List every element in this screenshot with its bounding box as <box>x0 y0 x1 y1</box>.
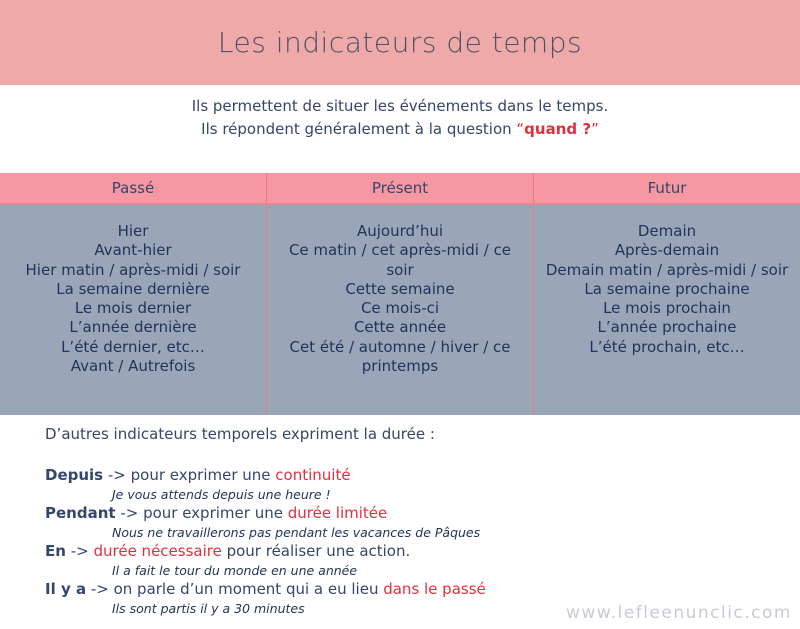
list-item: La semaine prochaine <box>584 279 750 298</box>
list-item: Le mois dernier <box>74 299 192 318</box>
list-item: Hier <box>117 222 149 240</box>
column-present <box>266 173 533 415</box>
column-future <box>533 173 800 415</box>
example-sentence: Ils sont partis il y a 30 minutes <box>112 601 305 616</box>
entry-text: -> pour exprimer une <box>115 504 288 522</box>
entry-highlight: durée nécessaire <box>93 542 222 560</box>
keyword: Depuis <box>45 466 104 484</box>
intro-line-2-prefix: Ils répondent généralement à la question <box>201 120 517 138</box>
page-title: Les indicateurs de temps <box>217 26 583 59</box>
column-body-past <box>0 205 266 415</box>
entry-highlight: dans le passé <box>383 580 486 598</box>
list-item: L’été dernier, etc… <box>61 337 205 356</box>
list-item: L’année dernière <box>69 318 197 337</box>
column-body-future <box>534 205 800 415</box>
duration-entry <box>45 542 785 580</box>
list-item: L’été prochain, etc… <box>589 337 745 356</box>
intro <box>0 95 800 141</box>
quote-open: “ <box>516 120 525 138</box>
column-header-future: Futur <box>534 173 800 205</box>
duration-lead: D’autres indicateurs temporels expriment la durée : <box>45 425 435 443</box>
list-item: Avant / Autrefois <box>70 357 196 376</box>
site-watermark: www.lefleenunclic.com <box>565 603 792 623</box>
quote-close: ” <box>591 120 599 138</box>
list-item: L’année prochaine <box>597 318 737 337</box>
list-item: Cette semaine <box>345 279 455 298</box>
entry-highlight: durée limitée <box>287 504 388 522</box>
keyword: Pendant <box>45 504 116 522</box>
entry-text: -> <box>65 542 94 560</box>
list-item: Hier matin / après-midi / soir <box>25 260 241 279</box>
list-item: Demain <box>637 222 697 240</box>
duration-entry-line <box>45 466 785 485</box>
list-item: La semaine dernière <box>56 279 210 298</box>
title-band <box>0 0 800 85</box>
keyword: En <box>45 542 66 560</box>
example-sentence: Il a fait le tour du monde en une année <box>112 563 358 578</box>
example-sentence: Nous ne travaillerons pas pendant les vacances de Pâques <box>112 525 481 540</box>
entry-highlight: continuité <box>275 466 351 484</box>
list-item: Après-demain <box>614 241 720 260</box>
intro-line-2 <box>0 118 800 141</box>
entry-rest: pour réaliser une action. <box>221 542 411 560</box>
column-header-present: Présent <box>267 173 533 205</box>
list-item: Demain matin / après-midi / soir <box>545 260 789 279</box>
example-sentence: Je vous attends depuis une heure ! <box>112 487 331 502</box>
intro-line-1: Ils permettent de situer les événements dans le temps. <box>191 97 609 115</box>
column-header-past: Passé <box>0 173 266 205</box>
list-item: Cet été / automne / hiver / ce printemps <box>289 337 511 376</box>
list-item: Avant-hier <box>94 241 172 260</box>
duration-entry-line <box>45 542 785 561</box>
duration-entry-line <box>45 504 785 523</box>
entry-text: -> pour exprimer une <box>103 466 276 484</box>
question-word: quand ? <box>524 120 592 138</box>
column-past <box>0 173 266 415</box>
list-item: Ce mois-ci <box>360 299 440 318</box>
list-item: Aujourd’hui <box>357 222 443 240</box>
list-item: Ce matin / cet après-midi / ce soir <box>288 241 512 279</box>
duration-entry-line <box>45 580 785 599</box>
duration-entry <box>45 504 785 542</box>
entry-text: -> on parle d’un moment qui a eu lieu <box>86 580 384 598</box>
list-item: Cette année <box>353 318 447 337</box>
column-body-present <box>267 205 533 415</box>
keyword: Il y a <box>45 580 87 598</box>
list-item: Le mois prochain <box>603 299 731 318</box>
duration-section <box>45 424 785 618</box>
duration-entry <box>45 466 785 504</box>
time-table <box>0 173 800 415</box>
